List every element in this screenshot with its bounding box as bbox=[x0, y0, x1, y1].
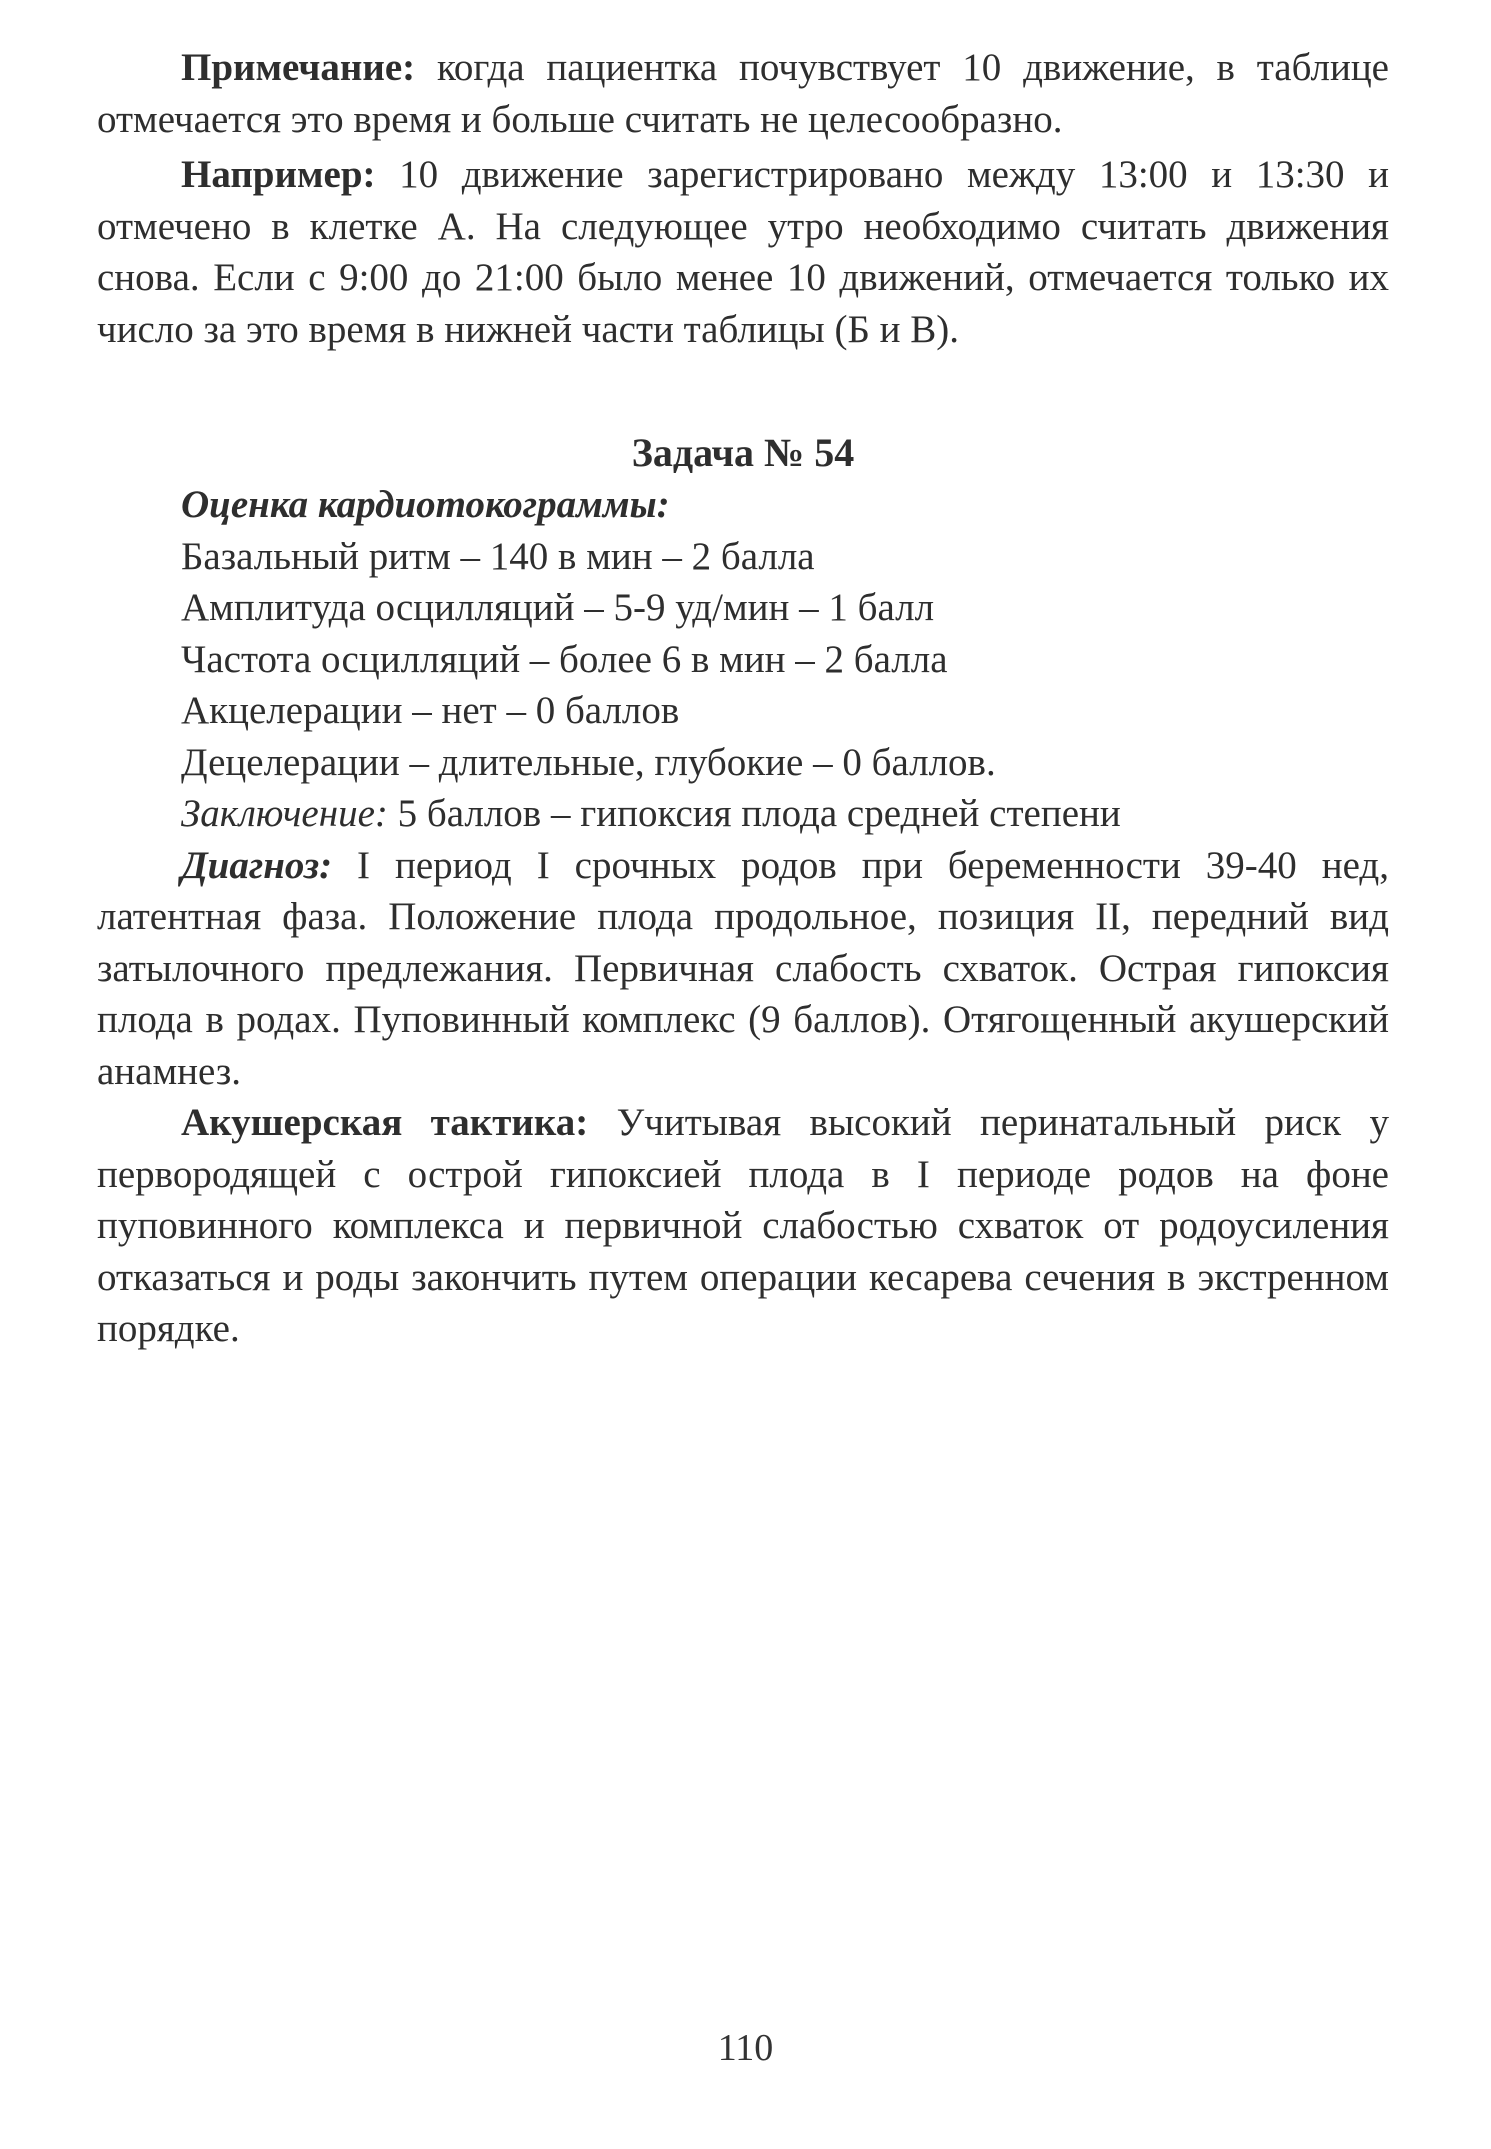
ctg-line: Базальный ритм – 140 в мин – 2 балла bbox=[181, 534, 815, 578]
ctg-line: Децелерации – длительные, глубокие – 0 баллов. bbox=[181, 740, 996, 784]
conclusion-text: 5 баллов – гипоксия плода средней степени bbox=[387, 792, 1121, 835]
ctg-line: Частота осцилляций – более 6 в мин – 2 балла bbox=[181, 637, 948, 681]
task-title: Задача № 54 bbox=[631, 430, 855, 475]
page-number: 110 bbox=[717, 2027, 774, 2069]
example-text: 10 движение зарегистрировано между 13:00 и 13:30 и отмечено в клетке А. На следующее утро необходимо считать движения снова. Если с 9:00 до 21:00 было менее 10 движений, отмечается только их число за это время в нижней части таблицы (Б и В). bbox=[97, 153, 1389, 351]
note-label: Примечание: bbox=[181, 46, 416, 89]
ctg-line: Амплитуда осцилляций – 5-9 уд/мин – 1 балл bbox=[181, 586, 935, 629]
ctg-block bbox=[97, 479, 1389, 840]
diagnosis-label: Диагноз: bbox=[181, 843, 333, 887]
example-label: Например: bbox=[181, 153, 376, 196]
diagnosis-text: I период I срочных родов при беременности 39-40 нед, латентная фаза. Положение плода продольное, позиция II, передний вид затылочного предлежания. Первичная слабость схваток. Острая гипоксия плода в родах. Пуповинный комплекс (9 баллов). Отягощенный акушерский анамнез. bbox=[97, 843, 1389, 1093]
note-paragraph bbox=[97, 42, 1389, 145]
ctg-heading: Оценка кардиотокограммы: bbox=[181, 483, 670, 526]
diagnosis-paragraph bbox=[97, 840, 1389, 1098]
conclusion-line bbox=[181, 788, 1389, 840]
note-text: когда пациентка почувствует 10 движение, в таблице отмечается это время и больше считать не целесообразно. bbox=[97, 46, 1389, 141]
tactics-text: Учитывая высокий перинатальный риск у первородящей с острой гипоксией плода в I периоде родов на фоне пуповинного комплекса и первичной слабостью схваток от родоусиления отказаться и роды закончить путем операции кесарева сечения в экстренном порядке. bbox=[97, 1101, 1389, 1350]
example-paragraph bbox=[97, 149, 1389, 355]
tactics-label: Акушерская тактика: bbox=[181, 1101, 589, 1144]
conclusion-label: Заключение: bbox=[181, 792, 388, 835]
page-body bbox=[97, 42, 1389, 1355]
tactics-paragraph bbox=[97, 1097, 1389, 1355]
ctg-line: Акцелерации – нет – 0 баллов bbox=[181, 689, 680, 732]
